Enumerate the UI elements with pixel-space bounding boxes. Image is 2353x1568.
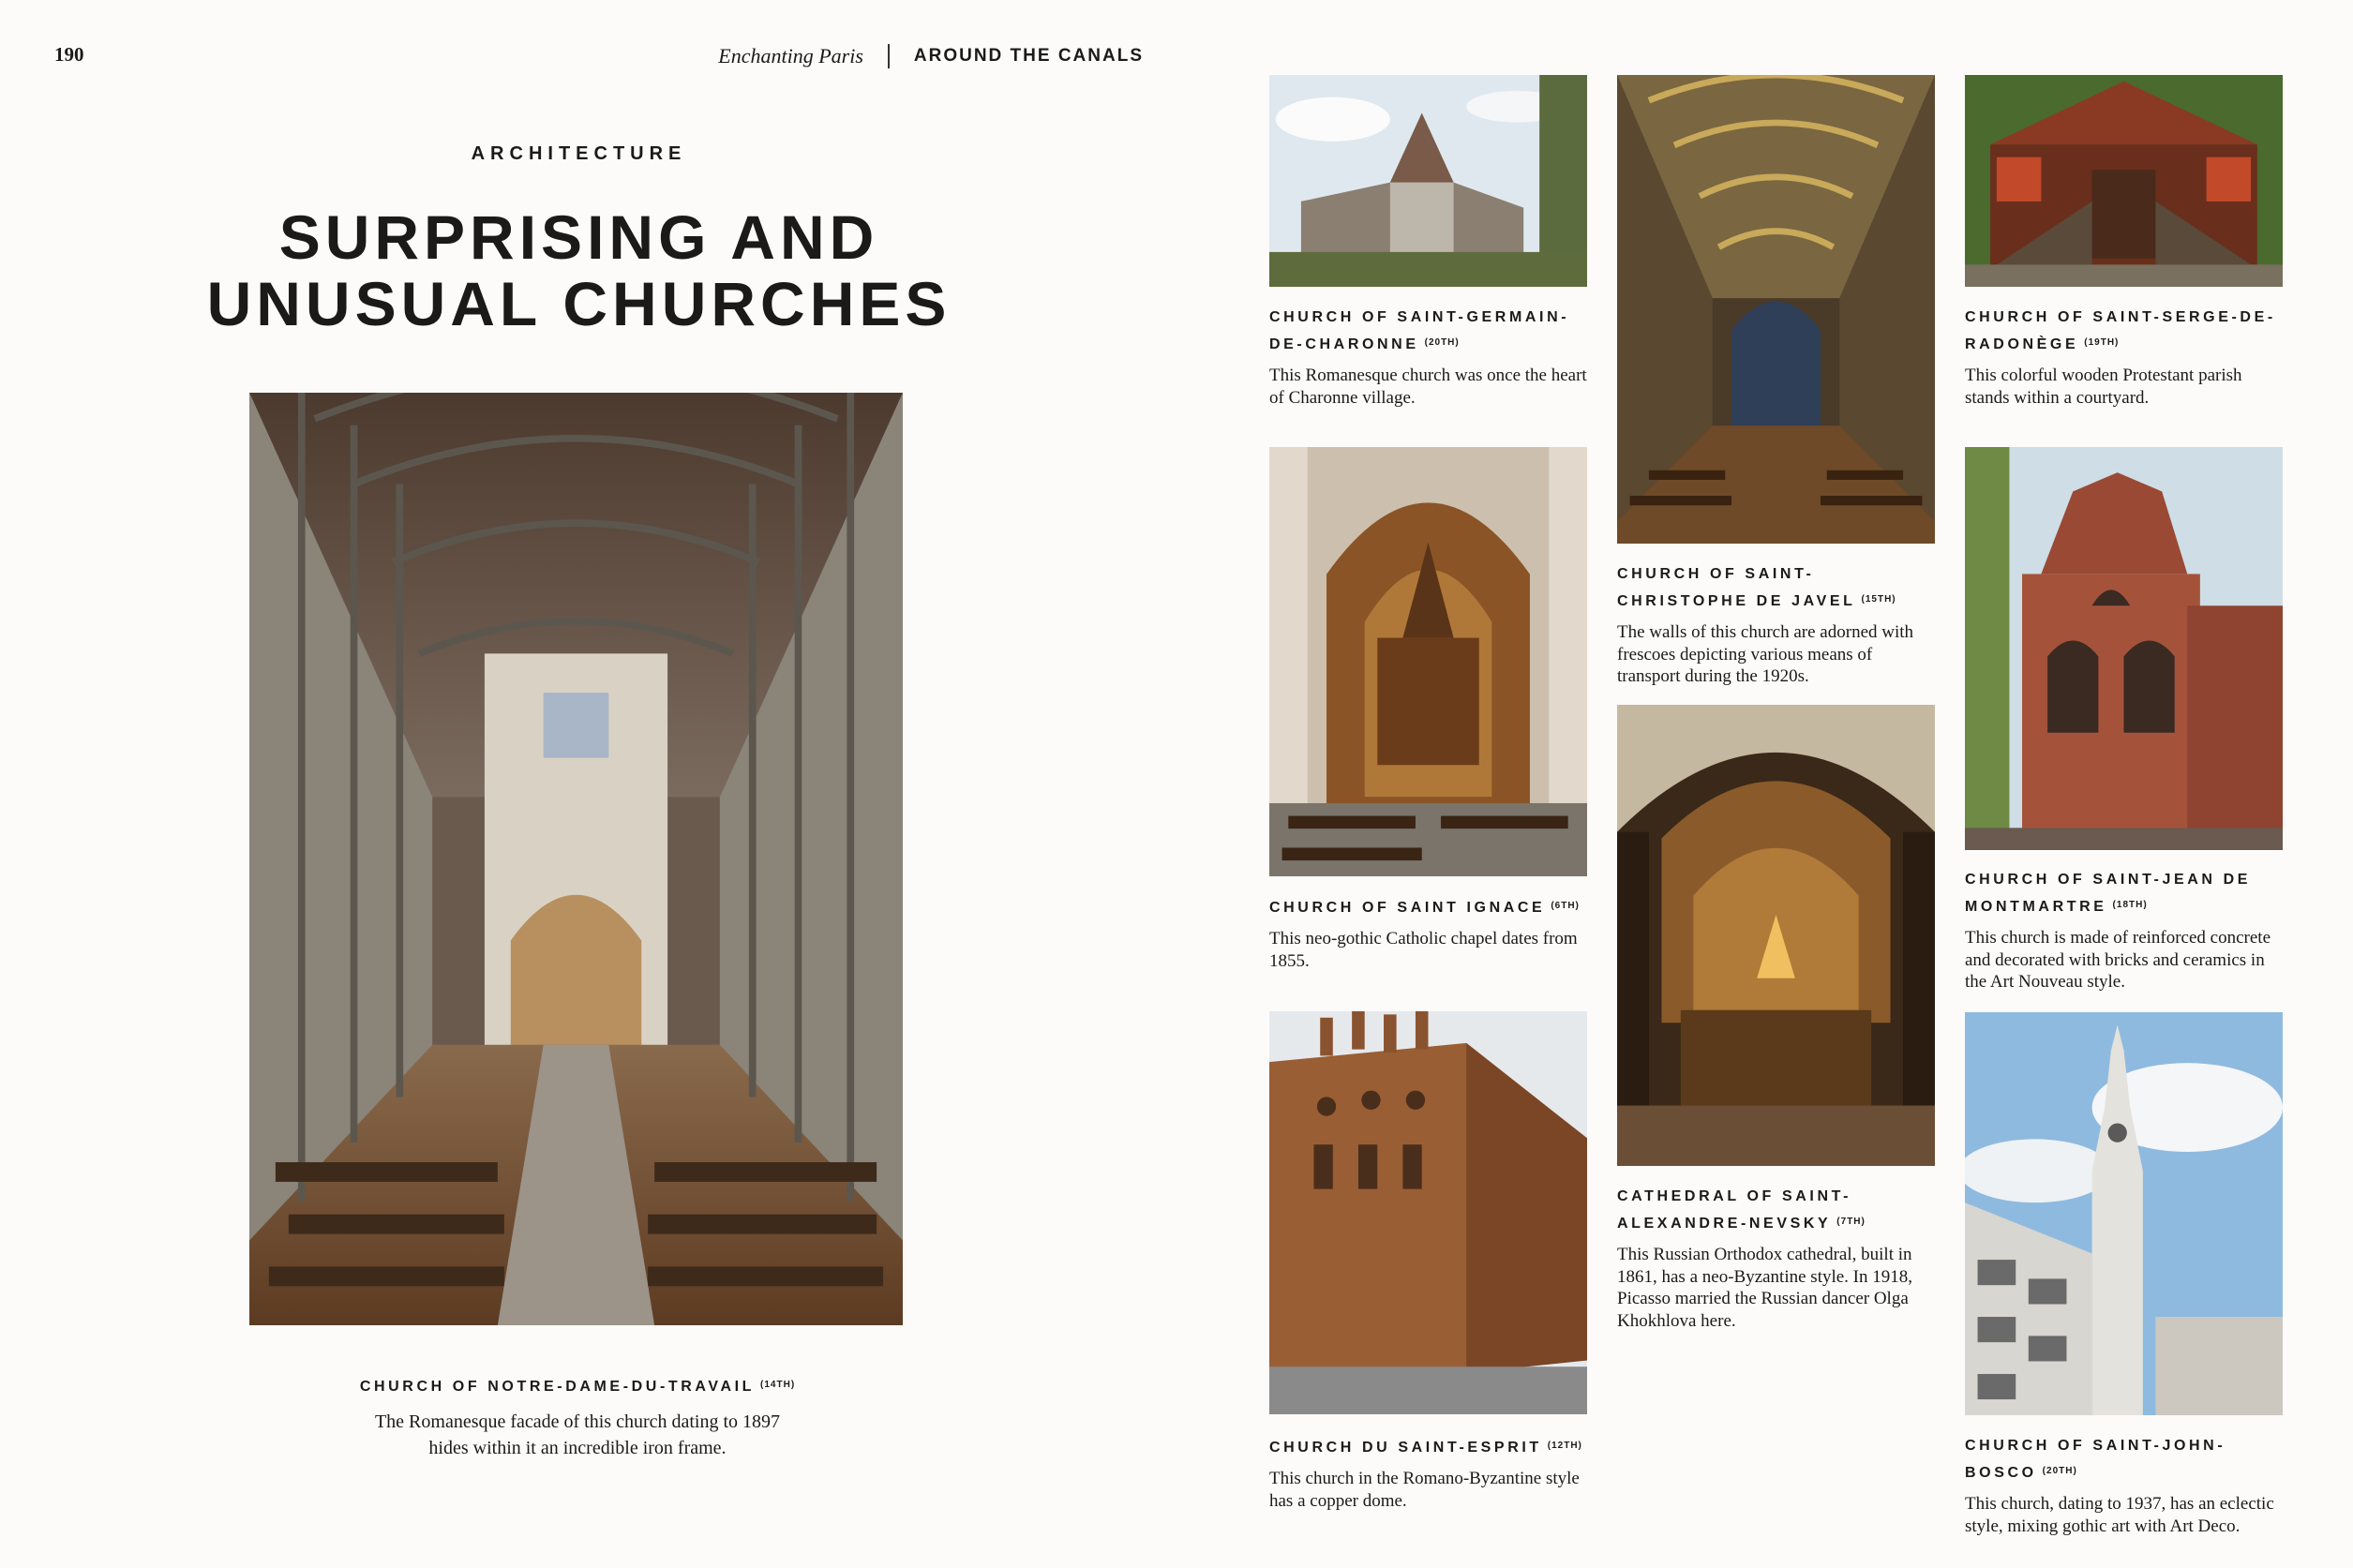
caption-body: The walls of this church are adorned with frescoes depicting various means of transport during the 1920s. [1617,622,1914,686]
saint-germain-de-charonne-caption [1269,305,1588,409]
caption-title: CHURCH OF SAINT-GERMAIN-DE-CHARONNE $^{(20TH)}$ [1269,309,1570,352]
caption-title: CHURCH DU SAINT-ESPRIT $^{(12TH)}$ [1269,1440,1582,1456]
notre-dame-du-travail-photo [249,393,903,1325]
article-kicker: ARCHITECTURE [471,143,687,164]
page-number: 190 [54,43,84,66]
saint-christophe-de-javel-caption [1617,561,1936,688]
caption-title: CHURCH OF SAINT-SERGE-DE-RADONÈGE $^{(19TH)}$ [1965,309,2276,352]
saint-esprit-photo [1269,1011,1587,1414]
saint-jean-de-montmartre-photo [1965,447,2283,850]
saint-john-bosco-caption [1965,1433,2284,1537]
caption-body: This Russian Orthodox cathedral, built in 1861, has a neo-Byzantine style. In 1918, Picasso married the Russian dancer Olga Khokhlova here. [1617,1245,1913,1331]
caption-body: This church is made of reinforced concrete and decorated with bricks and ceramics in the Art Nouveau style. [1965,928,2271,992]
article-title-line-2: UNUSUAL CHURCHES [206,269,952,338]
book-title: Enchanting Paris [718,44,863,67]
saint-ignace-caption [1269,893,1588,972]
saint-alexandre-nevsky-caption [1617,1184,1936,1332]
caption-title: CATHEDRAL OF SAINT-ALEXANDRE-NEVSKY $^{(7TH)}$ [1617,1188,1866,1232]
saint-serge-de-radonege-photo [1965,75,2283,287]
caption-body: This colorful wooden Protestant parish stands within a courtyard. [1965,366,2242,408]
main-caption-body: The Romanesque facade of this church dating to 1897 hides within it an incredible iron frame. [374,1411,781,1458]
article-title-line-1: SURPRISING AND [278,202,879,272]
article-title [0,204,1158,337]
caption-title: CHURCH OF SAINT-CHRISTOPHE DE JAVEL $^{(15TH)}$ [1617,566,1896,609]
saint-john-bosco-photo [1965,1012,2283,1415]
section-title: AROUND THE CANALS [913,46,1144,66]
header-divider [888,44,890,68]
main-caption-title: CHURCH OF NOTRE-DAME-DU-TRAVAIL $^{(14TH)}$ [359,1379,796,1395]
caption-title: CHURCH OF SAINT IGNACE $^{(6TH)}$ [1269,900,1580,916]
saint-jean-de-montmartre-caption [1965,867,2284,993]
saint-germain-de-charonne-photo [1269,75,1587,287]
main-caption [249,1372,906,1461]
saint-alexandre-nevsky-photo [1617,705,1935,1166]
caption-title: CHURCH OF SAINT-JEAN DE MONTMARTRE $^{(18TH)}$ [1965,872,2252,915]
saint-christophe-de-javel-photo [1617,75,1935,544]
caption-body: This church, dating to 1937, has an eclectic style, mixing gothic art with Art Deco. [1965,1494,2274,1536]
caption-body: This neo-gothic Catholic chapel dates from 1855. [1269,929,1578,971]
caption-title: CHURCH OF SAINT-JOHN-BOSCO $^{(20TH)}$ [1965,1438,2226,1481]
saint-serge-de-radonege-caption [1965,305,2284,409]
running-head [656,41,1144,71]
saint-ignace-photo [1269,447,1587,876]
caption-body: This Romanesque church was once the heart of Charonne village. [1269,366,1587,408]
saint-esprit-caption [1269,1433,1588,1512]
caption-body: This church in the Romano-Byzantine style has a copper dome. [1269,1469,1580,1511]
